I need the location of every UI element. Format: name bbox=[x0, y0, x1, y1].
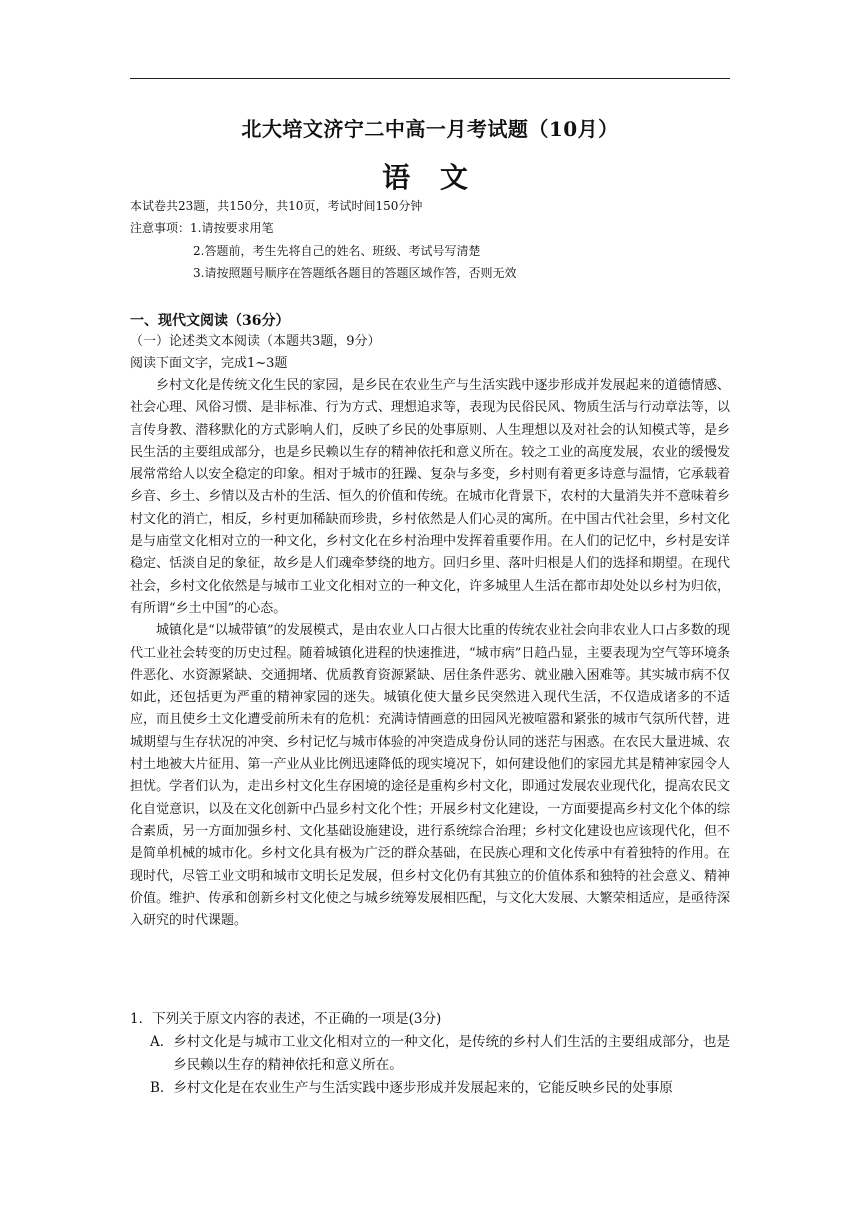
reading-passage bbox=[130, 375, 730, 932]
exam-summary: 本试卷共23题，共150分，共10页，考试时间150分钟 bbox=[130, 199, 423, 213]
notice-item-1: 1.请按要求用笔 bbox=[190, 221, 274, 235]
question-1 bbox=[130, 1008, 730, 1100]
reading-instruction: 阅读下面文字，完成1~3题 bbox=[130, 356, 288, 371]
exam-title: 北大培文济宁二中高一月考试题（10月） bbox=[241, 117, 619, 141]
section-title: 一、现代文阅读（36分） bbox=[130, 313, 290, 329]
header-rule bbox=[130, 78, 730, 79]
passage-paragraph-2: 城镇化是“以城带镇”的发展模式，是由农业人口占很大比重的传统农业社会向非农业人口占多数的现代工业社会转变的历史过程。随着城镇化进程的快速推进，“城市病”日趋凸显，主要表现为空气等环境条件恶化、水资源紧缺、交通拥堵、优质教育资源紧缺、居住条件恶劣、就业融入困难等。其实城市病不仅如此，还包括更为严重的精神家园的迷失。城镇化使大量乡民突然进入现代生活，不仅造成诸多的不适应，而且使乡土文化遭受前所未有的危机：充满诗情画意的田园风光被喧嚣和紧张的城市气氛所代替，进城期望与生存状况的冲突、乡村记忆与城市体验的冲突造成身份认同的迷茫与困惑。在农民大量进城、农村土地被大片征用、第一产业从业比例迅速降低的现实境况下，如何建设他们的家园尤其是精神家园令人担忧。学者们认为，走出乡村文化生存困境的途径是重构乡村文化，即通过发展农业现代化，提高农民文化自觉意识，以及在文化创新中凸显乡村文化个性；开展乡村文化建设，一方面要提高乡村文化个体的综合素质，另一方面加强乡村、文化基础设施建设，进行系统综合治理；乡村文化建设也应该现代化，但不是简单机械的城市化。乡村文化具有极为广泛的群众基础，在民族心理和文化传承中有着独特的作用。在现时代，尽管工业文明和城市文明长足发展，但乡村文化仍有其独立的价值体系和独特的社会意义、精神价值。维护、传承和创新乡村文化使之与城乡统筹发展相匹配，与文化大发展、大繁荣相适应，是亟待深入研究的时代课题。 bbox=[130, 623, 730, 929]
option-b bbox=[150, 1077, 730, 1100]
subject-heading: 语 文 bbox=[382, 161, 478, 194]
notice-item-3: 3.请按照题号顺序在答题纸各题目的答题区域作答，否则无效 bbox=[193, 266, 517, 280]
passage-paragraph-1: 乡村文化是传统文化生民的家园，是乡民在农业生产与生活实践中逐步形成并发展起来的道德情感、社会心理、风俗习惯、是非标准、行为方式、理想追求等，表现为民俗民风、物质生活与行动章法等，以言传身教、潜移默化的方式影响人们，反映了乡民的处事原则、人生理想以及对社会的认知模式等，是乡民生活的主要组成部分，也是乡民赖以生存的精神依托和意义所在。较之工业的高度发展，农业的缓慢发展常常给人以安全稳定的印象。相对于城市的狂躁、复杂与多变，乡村则有着更多诗意与温情，它承载着乡音、乡土、乡情以及古朴的生活、恒久的价值和传统。在城市化背景下，农村的大量消失并不意味着乡村文化的消亡，相反，乡村更加稀缺而珍贵，乡村依然是人们心灵的寓所。在中国古代社会里，乡村文化是与庙堂文化相对立的一种文化，乡村文化在乡村治理中发挥着重要作用。在人们的记忆中，乡村是安详稳定、恬淡自足的象征，故乡是人们魂牵梦绕的地方。回归乡里、落叶归根是人们的选择和期望。在现代社会，乡村文化依然是与城市工业文化相对立的一种文化，许多城里人生活在都市却处处以乡村为归依，有所谓“乡土中国”的心态。 bbox=[130, 378, 730, 616]
notice-row-1 bbox=[130, 217, 273, 239]
option-b-text: 乡村文化是在农业生产与生活实践中逐步形成并发展起来的，它能反映乡民的处事原 bbox=[173, 1080, 673, 1096]
option-a-text: 乡村文化是与城市工业文化相对立的一种文化，是传统的乡村人们生活的主要组成部分，也是乡民赖以生存的精神依托和意义所在。 bbox=[173, 1034, 730, 1073]
notice-label: 注意事项： bbox=[130, 221, 191, 235]
subsection-title: （一）论述类文本阅读（本题共3题，9分） bbox=[130, 334, 381, 349]
option-b-letter: B． bbox=[150, 1080, 174, 1096]
option-a-letter: A． bbox=[150, 1034, 174, 1050]
notice-item-2: 2.答题前，考生先将自己的姓名、班级、考试号写清楚 bbox=[193, 244, 481, 258]
question-stem: 1．下列关于原文内容的表述，不正确的一项是(3分) bbox=[130, 1011, 442, 1027]
option-a bbox=[150, 1031, 730, 1077]
